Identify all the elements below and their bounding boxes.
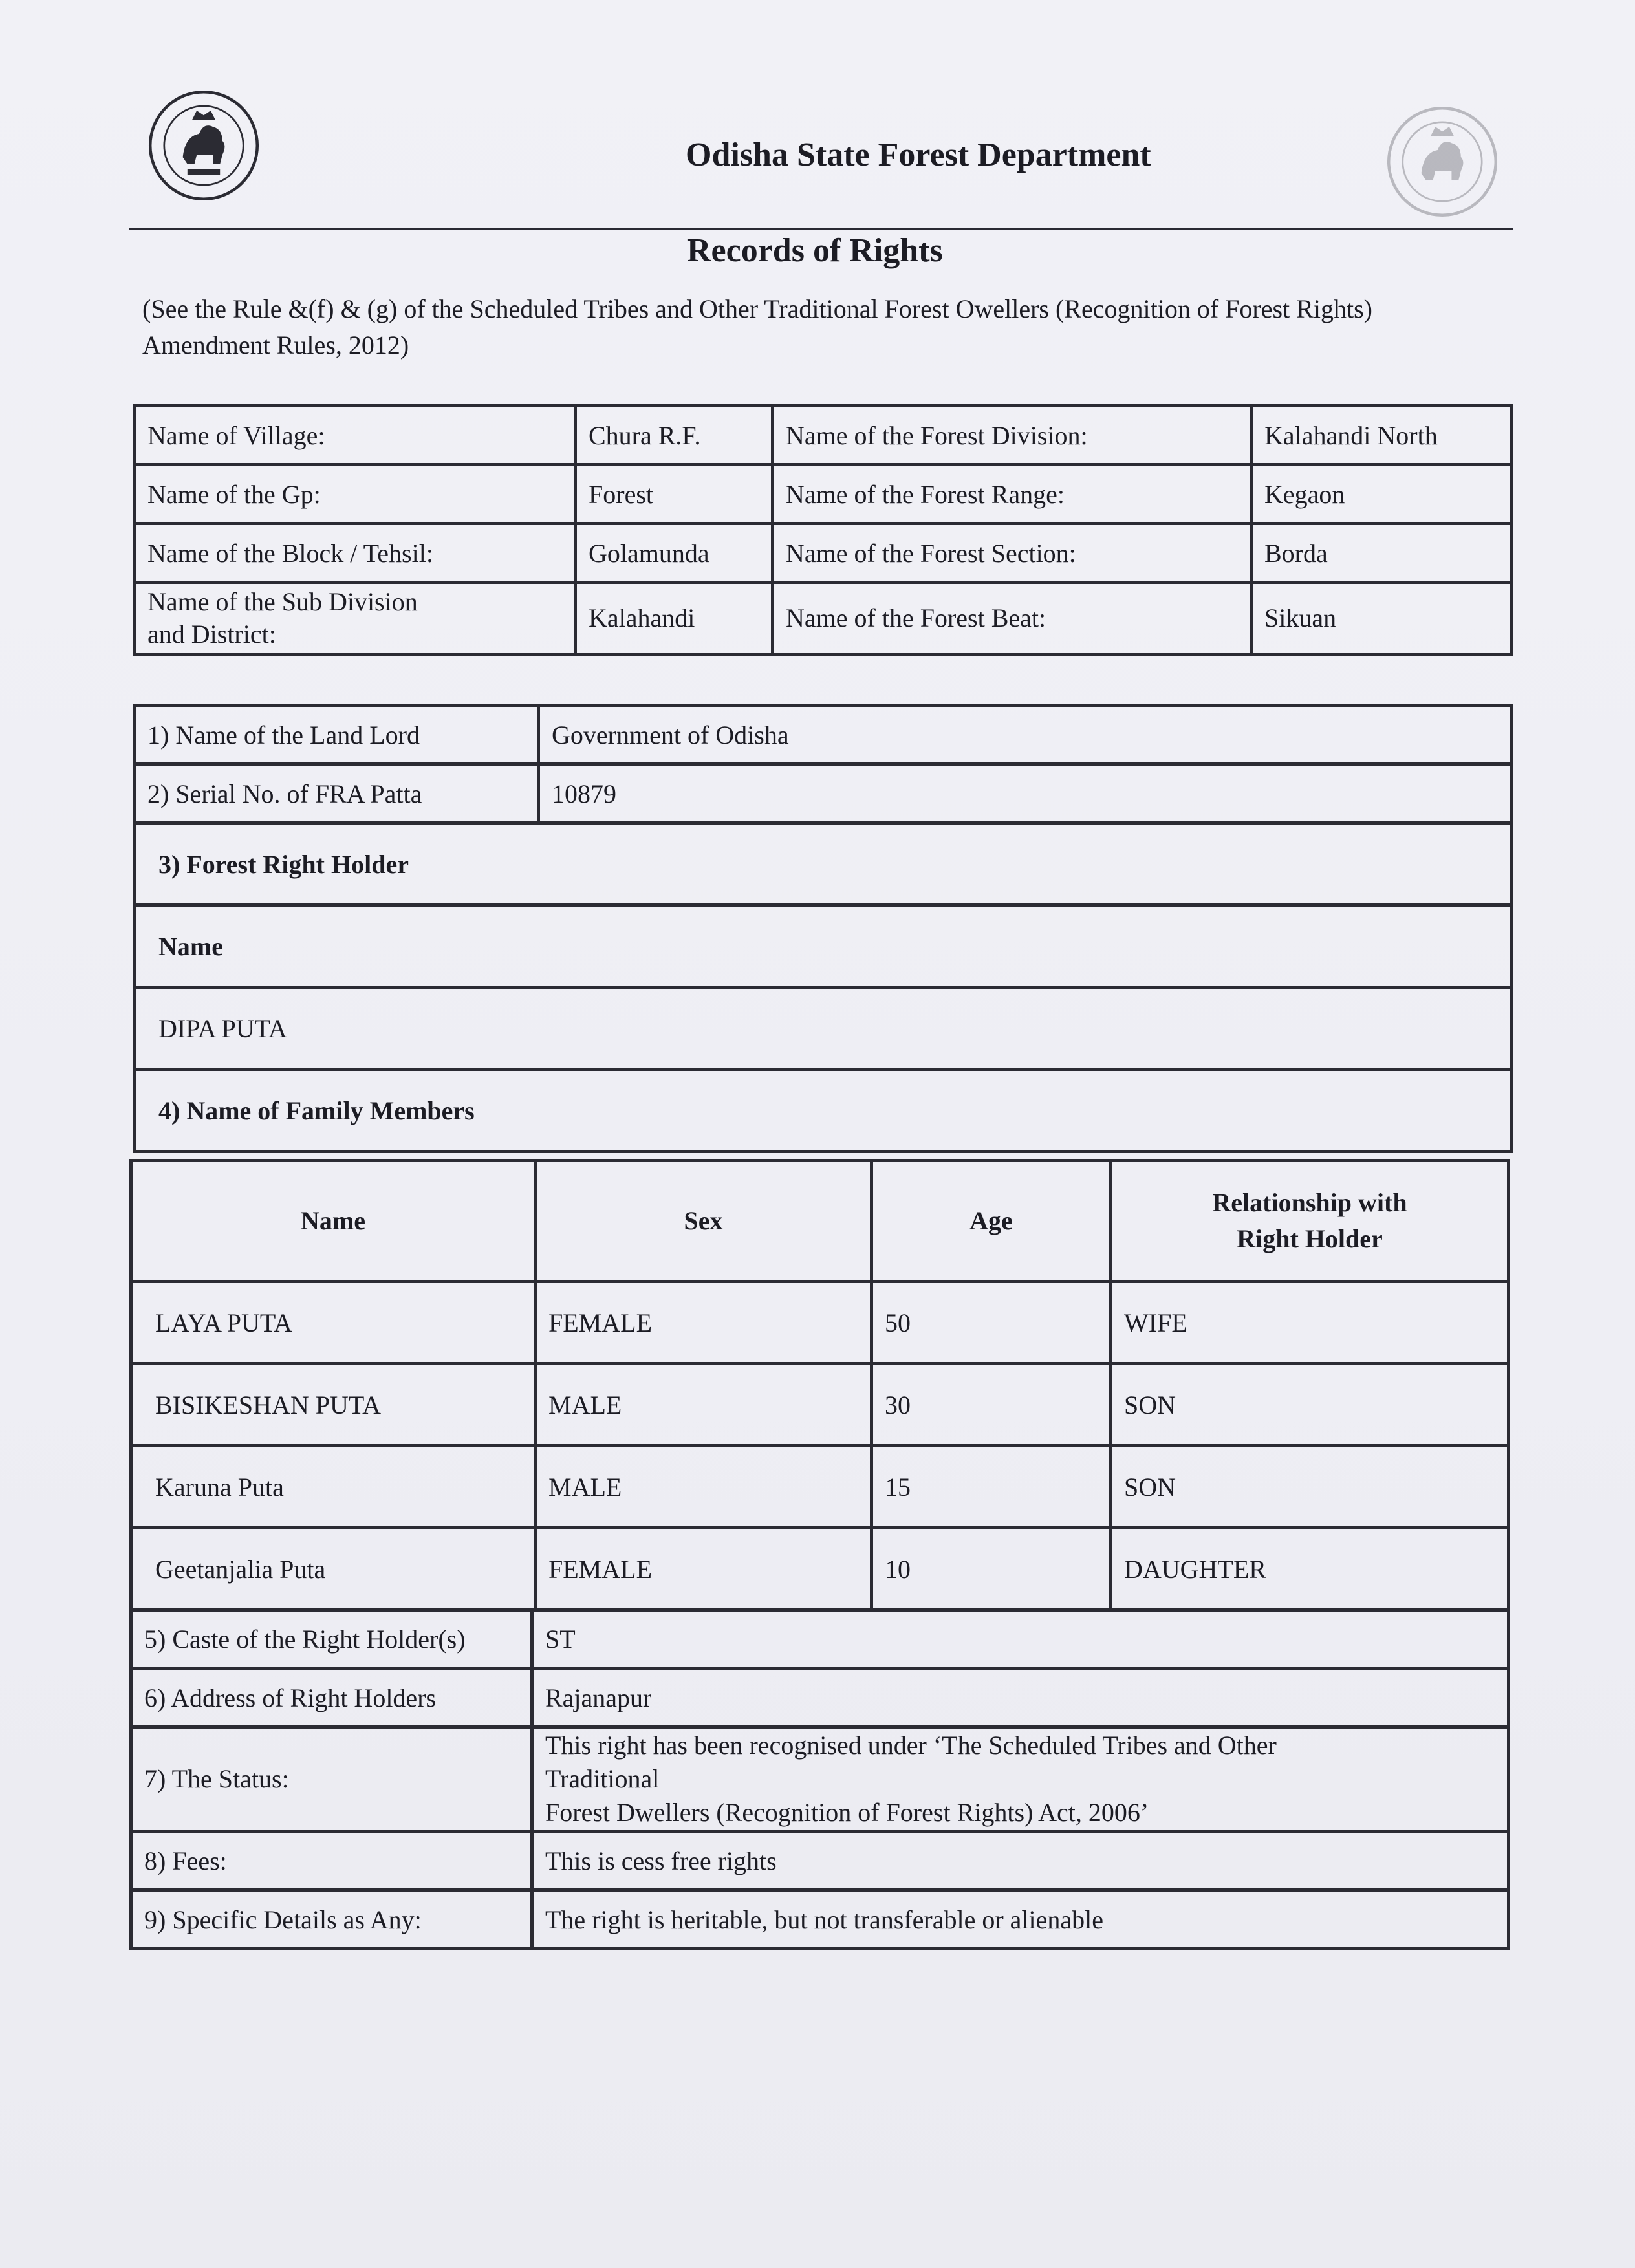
header-divider [129, 228, 1513, 230]
member-relation: DAUGHTER [1111, 1528, 1509, 1610]
table-row [135, 764, 1512, 823]
table-row [135, 583, 1512, 654]
forest-division-value: Kalahandi North [1251, 406, 1512, 465]
member-age: 15 [872, 1446, 1111, 1528]
patta-serial-value: 10879 [539, 764, 1512, 823]
member-age: 30 [872, 1364, 1111, 1446]
department-title: Odisha State Forest Department [686, 136, 1151, 173]
table-row [135, 406, 1512, 465]
family-members-heading: 4) Name of Family Members [135, 1070, 1512, 1152]
table-row [131, 1727, 1509, 1831]
member-sex: FEMALE [536, 1528, 872, 1610]
landlord-label: 1) Name of the Land Lord [135, 706, 539, 764]
status-value: This right has been recognised under ‘The Scheduled Tribes and Other Traditional Forest Dwellers (Recognition of Forest Rights) Act, 2006’ [532, 1727, 1509, 1831]
forest-section-value: Borda [1251, 524, 1512, 583]
table-row [131, 1282, 1509, 1364]
table-row [135, 988, 1512, 1070]
member-name: Geetanjalia Puta [131, 1528, 536, 1610]
caste-value: ST [532, 1610, 1509, 1669]
table-header-row [131, 1161, 1509, 1282]
table-row [135, 823, 1512, 905]
forest-range-value: Kegaon [1251, 465, 1512, 524]
member-name: Karuna Puta [131, 1446, 536, 1528]
forest-division-label: Name of the Forest Division: [773, 406, 1251, 465]
odisha-emblem-icon [146, 87, 262, 204]
fees-label: 8) Fees: [131, 1831, 532, 1890]
table-row [131, 1669, 1509, 1727]
rights-table [133, 704, 1513, 1153]
gp-value: Forest [576, 465, 773, 524]
forest-beat-value: Sikuan [1251, 583, 1512, 654]
member-age: 50 [872, 1282, 1111, 1364]
block-label: Name of the Block / Tehsil: [135, 524, 576, 583]
village-value: Chura R.F. [576, 406, 773, 465]
table-row [131, 1446, 1509, 1528]
specific-details-value: The right is heritable, but not transferable or alienable [532, 1890, 1509, 1949]
forest-section-label: Name of the Forest Section: [773, 524, 1251, 583]
record-title: Records of Rights [687, 232, 943, 269]
column-header-age: Age [872, 1161, 1111, 1282]
location-table [133, 404, 1513, 656]
column-header-sex: Sex [536, 1161, 872, 1282]
member-sex: FEMALE [536, 1282, 872, 1364]
subdivision-value: Kalahandi [576, 583, 773, 654]
member-age: 10 [872, 1528, 1111, 1610]
address-label: 6) Address of Right Holders [131, 1669, 532, 1727]
member-relation: SON [1111, 1364, 1509, 1446]
table-row [135, 905, 1512, 988]
member-relation: WIFE [1111, 1282, 1509, 1364]
member-relation: SON [1111, 1446, 1509, 1528]
caste-label: 5) Caste of the Right Holder(s) [131, 1610, 532, 1669]
holder-name-value: DIPA PUTA [135, 988, 1512, 1070]
table-row [131, 1364, 1509, 1446]
odisha-emblem-watermark-icon [1384, 103, 1500, 220]
patta-serial-label: 2) Serial No. of FRA Patta [135, 764, 539, 823]
column-header-relationship: Relationship with Right Holder [1111, 1161, 1509, 1282]
specific-details-label: 9) Specific Details as Any: [131, 1890, 532, 1949]
member-name: LAYA PUTA [131, 1282, 536, 1364]
table-row [131, 1528, 1509, 1610]
gp-label: Name of the Gp: [135, 465, 576, 524]
member-sex: MALE [536, 1446, 872, 1528]
rule-reference-note: (See the Rule &(f) & (g) of the Scheduled Tribes and Other Traditional Forest Owellers (Recognition of Forest Rights) Amendment Rules, 2012) [142, 294, 1372, 360]
table-row [135, 524, 1512, 583]
table-row [131, 1610, 1509, 1669]
block-value: Golamunda [576, 524, 773, 583]
table-row [135, 465, 1512, 524]
forest-range-label: Name of the Forest Range: [773, 465, 1251, 524]
landlord-value: Government of Odisha [539, 706, 1512, 764]
details-table [129, 1608, 1510, 1950]
address-value: Rajanapur [532, 1669, 1509, 1727]
table-row [131, 1831, 1509, 1890]
fees-value: This is cess free rights [532, 1831, 1509, 1890]
member-name: BISIKESHAN PUTA [131, 1364, 536, 1446]
table-row [131, 1890, 1509, 1949]
holder-name-heading: Name [135, 905, 1512, 988]
village-label: Name of Village: [135, 406, 576, 465]
subdivision-label: Name of the Sub Division and District: [135, 583, 576, 654]
table-row [135, 706, 1512, 764]
member-sex: MALE [536, 1364, 872, 1446]
forest-right-holder-heading: 3) Forest Right Holder [135, 823, 1512, 905]
forest-beat-label: Name of the Forest Beat: [773, 583, 1251, 654]
family-members-table [129, 1159, 1510, 1612]
table-row [135, 1070, 1512, 1152]
status-label: 7) The Status: [131, 1727, 532, 1831]
column-header-name: Name [131, 1161, 536, 1282]
